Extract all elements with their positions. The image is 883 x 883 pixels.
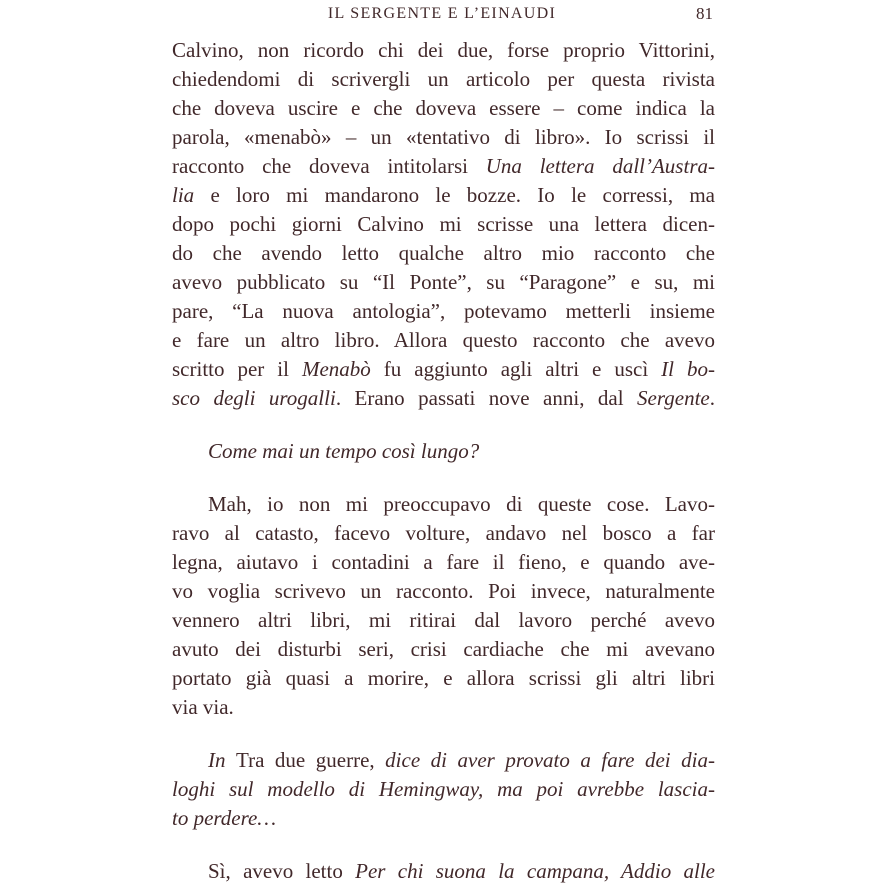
text-line	[172, 268, 715, 297]
text-line	[172, 746, 715, 775]
text-segment: via via.	[172, 695, 234, 719]
italic-text-segment: lia	[172, 183, 195, 207]
text-line	[172, 804, 715, 833]
text-line	[172, 152, 715, 181]
text-segment: pare, “La nuova antologia”, potevamo metterli insieme	[172, 299, 715, 323]
text-line	[172, 181, 715, 210]
text-segment: . Erano passati nove anni, dal	[335, 386, 638, 410]
italic-text-segment: Menabò	[301, 357, 371, 381]
text-line	[172, 239, 715, 268]
text-segment: e loro mi mandarono le bozze. Io le corressi, ma	[194, 183, 715, 207]
paragraph	[172, 490, 715, 722]
italic-text-segment: Il bo-	[661, 357, 715, 381]
italic-text-segment: Come mai un tempo così lungo?	[208, 439, 480, 463]
paragraph	[172, 437, 715, 466]
text-line	[172, 635, 715, 664]
page-body	[172, 36, 715, 883]
text-line	[172, 519, 715, 548]
italic-text-segment: to perdere…	[172, 806, 277, 830]
text-segment: e fare un altro libro. Allora questo racconto che avevo	[172, 328, 715, 352]
text-line	[172, 664, 715, 693]
italic-text-segment: Una lettera dall’Austra-	[485, 154, 715, 178]
text-line	[172, 94, 715, 123]
paragraph	[172, 36, 715, 413]
text-line	[172, 775, 715, 804]
text-line	[172, 548, 715, 577]
text-line	[172, 123, 715, 152]
text-segment: Sì, avevo letto	[208, 859, 356, 883]
italic-text-segment: loghi sul modello di Hemingway, ma poi avrebbe lascia-	[172, 777, 715, 801]
text-segment: vennero altri libri, mi ritirai dal lavoro perché avevo	[172, 608, 715, 632]
italic-text-segment: Per chi suona la campana, Addio alle	[355, 859, 715, 883]
text-line	[172, 384, 715, 413]
text-segment: legna, aiutavo i contadini a fare il fieno, e quando ave-	[172, 550, 715, 574]
italic-text-segment: dice di aver provato a fare dei dia-	[385, 748, 715, 772]
text-segment: avuto dei disturbi seri, crisi cardiache che mi avevano	[172, 637, 715, 661]
page-number: 81	[696, 4, 713, 23]
text-line	[172, 297, 715, 326]
text-segment: parola, «menabò» – un «tentativo di libro». Io scrissi il	[172, 125, 715, 149]
text-segment: che doveva uscire e che doveva essere – come indica la	[172, 96, 715, 120]
text-segment: chiedendomi di scrivergli un articolo per questa rivista	[172, 67, 715, 91]
text-line	[172, 437, 715, 466]
text-line	[172, 693, 715, 722]
text-line	[172, 65, 715, 94]
text-line	[172, 490, 715, 519]
text-segment: ravo al catasto, facevo volture, andavo nel bosco a far	[172, 521, 715, 545]
italic-text-segment: sco degli urogalli	[172, 386, 336, 410]
running-header	[169, 4, 715, 24]
text-segment: avevo pubblicato su “Il Ponte”, su “Paragone” e su, mi	[172, 270, 715, 294]
text-segment: scritto per il	[172, 357, 302, 381]
text-segment: Mah, io non mi preoccupavo di queste cose. Lavo-	[208, 492, 715, 516]
text-line	[172, 36, 715, 65]
italic-text-segment: Sergente	[637, 386, 710, 410]
text-line	[172, 577, 715, 606]
text-segment: racconto che doveva intitolarsi	[172, 154, 486, 178]
text-segment: vo voglia scrivevo un racconto. Poi invece, naturalmente	[172, 579, 715, 603]
italic-text-segment: In	[208, 748, 237, 772]
text-segment: dopo pochi giorni Calvino mi scrisse una lettera dicen-	[172, 212, 715, 236]
text-segment: Tra due guerre,	[236, 748, 386, 772]
text-line	[172, 606, 715, 635]
text-line	[172, 326, 715, 355]
text-line	[172, 857, 715, 883]
text-segment: Calvino, non ricordo chi dei due, forse proprio Vittorini,	[172, 38, 715, 62]
header-title: IL SERGENTE E L’EINAUDI	[327, 5, 557, 22]
text-segment: fu aggiunto agli altri e uscì	[370, 357, 662, 381]
text-line	[172, 210, 715, 239]
text-segment: portato già quasi a morire, e allora scrissi gli altri libri	[172, 666, 715, 690]
paragraph	[172, 857, 715, 883]
text-segment: .	[709, 386, 715, 410]
text-line	[172, 355, 715, 384]
text-segment: do che avendo letto qualche altro mio racconto che	[172, 241, 715, 265]
paragraph	[172, 746, 715, 833]
